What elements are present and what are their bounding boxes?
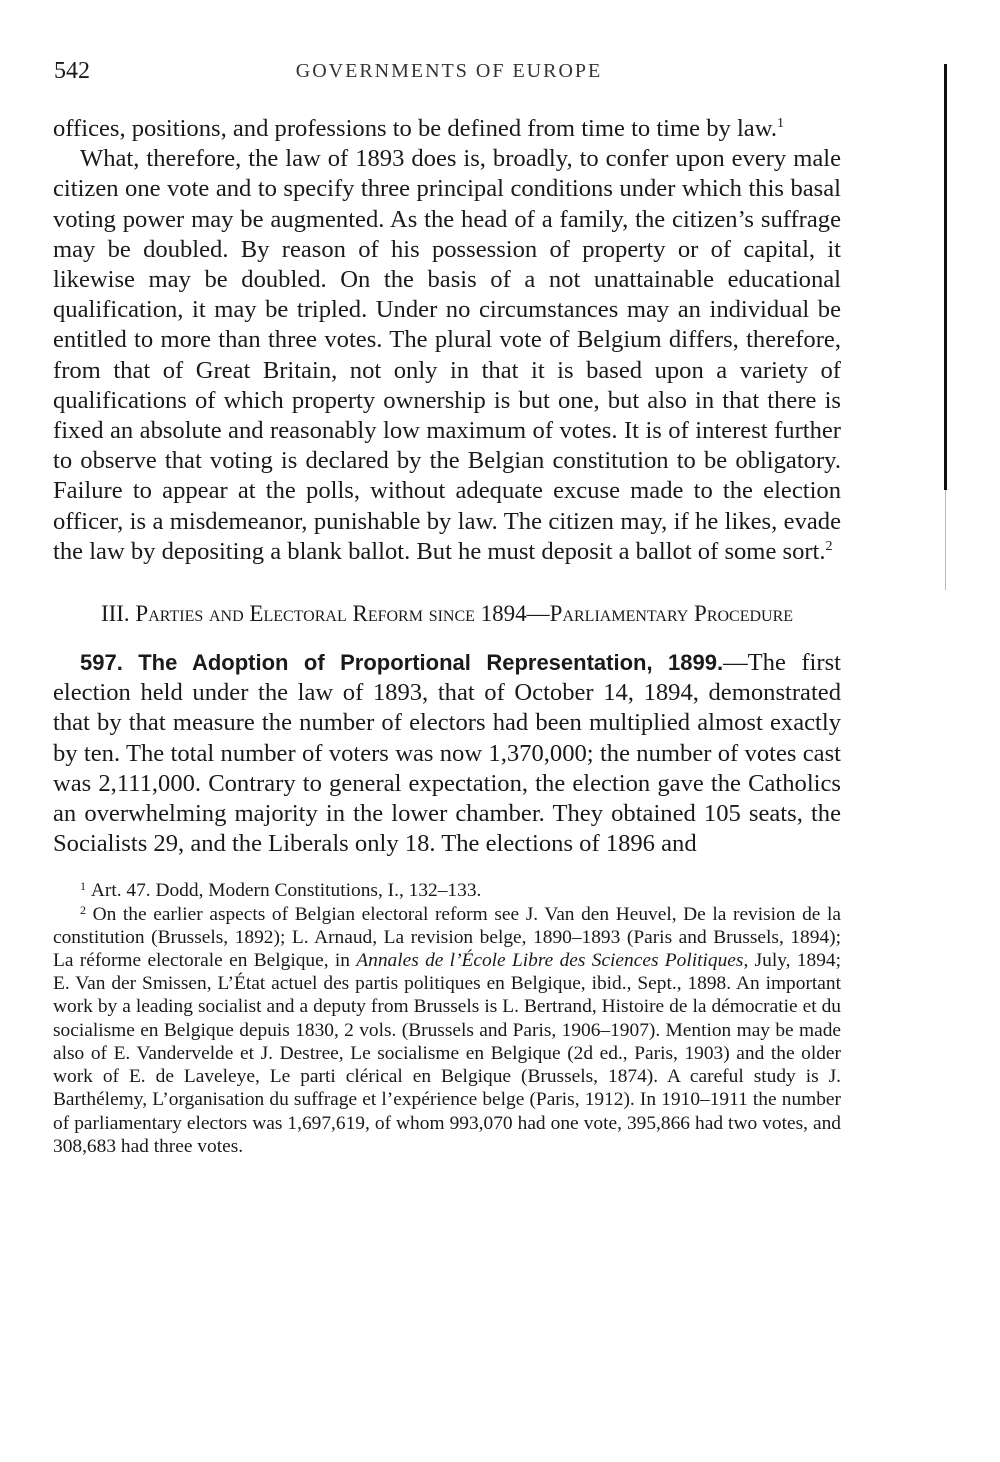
running-head [54,58,844,88]
running-title: GOVERNMENTS OF EUROPE [295,60,603,82]
margin-rule [944,64,947,490]
footnotes [53,879,841,1157]
footnote-text-part-b: , July, 1894; E. Van der Smissen, L’État actuel des partis politiques en Belgique, ibid., Sept., 1898. An important work by a leading socialist and a deputy from Brussels is L. Bertrand, Histoire de la démocratie et du socialisme en Belgique depuis 1830, 2 vols. (Brussels and Paris, 1906–1907). Mention may be made also of E. Vandervelde et J. Destree, Le socialisme en Belgique (2d ed., Paris, 1903) and the older work of E. de Laveleye, Le parti clérical en Belgique (Brussels, 1874). A careful study is J. Barthélemy, L’organisation du suffrage et l’expérience belge (Paris, 1912). In 1910–1911 the number of parliamentary electors was 1,697,619, of whom 993,070 had one vote, 395,866 had two votes, and 308,683 had three votes. [53,950,842,1157]
paragraph-heading: 597. The Adoption of Proportional Representation, 1899. [80,650,724,676]
section-title: Parties and Electoral Reform since 1894—Parliamentary Procedure [135,601,794,627]
footnote-ref: 2 [825,538,833,554]
page-body [53,114,841,1158]
journal-title: Annales de l’École Libre des Sciences Politiques [356,950,744,972]
margin-rule-faint [945,490,946,590]
footnote-1 [53,879,841,902]
footnote-marker: 2 [80,902,86,917]
paragraph-continued [53,114,841,144]
paragraph-text: —The first election held under the law of 1893, that of October 14, 1894, demonstrated that by that measure the number of electors had been multiplied almost exactly by ten. The total number of voters was now 1,370,000; the number of votes cast was 2,111,000. Contrary to general expectation, the election gave the Catholics an overwhelming majority in the lower chamber. They obtained 105 seats, the Socialists 29, and the Liberals only 18. The elections of 1896 and [53,649,841,858]
paragraph-plural-vote [53,144,841,567]
paragraph-text: What, therefore, the law of 1893 does is, broadly, to confer upon every male citizen one vote and to specify three principal conditions under which this basal voting power may be augmented. As the head of a family, the citizen’s suffrage may be doubled. By reason of his possession of property or of capital, it likewise may be doubled. On the basis of a not unattainable educational qualification, it may be tripled. Under no circumstances may an individual be entitled to more than three votes. The plural vote of Belgium differs, therefore, from that of Great Britain, not only in that it is based upon a variety of qualifications of which property ownership is but one, but also in that there is fixed an absolute and reasonably low maximum of votes. It is of interest further to observe that voting is declared by the Belgian constitution to be obligatory. Failure to appear at the polls, without adequate excuse made to the election officer, is a misdemeanor, punishable by law. The citizen may, if he likes, evade the law by depositing a blank ballot. But he must deposit a ballot of some sort. [53,145,841,565]
section-numeral: III. [100,601,130,627]
section-heading [53,599,841,628]
footnote-ref: 1 [777,116,785,131]
paragraph-597 [53,648,841,859]
footnote-text: Art. 47. Dodd, Modern Constitutions, I., 132–133. [90,880,482,902]
footnote-text-part-a: On the earlier aspects of Belgian electoral reform see J. Van den Heuvel, De la revision de la constitution (Brussels, 1892); L. Arnaud, La revision belge, 1890–1893 (Paris and Brussels, 1894); La réforme electorale en Belgique, in [53,903,841,972]
page-number: 542 [54,58,90,84]
footnote-2 [53,903,841,1158]
footnote-marker: 1 [80,879,86,894]
paragraph-text: offices, positions, and professions to be defined from time to time by law. [53,115,778,142]
